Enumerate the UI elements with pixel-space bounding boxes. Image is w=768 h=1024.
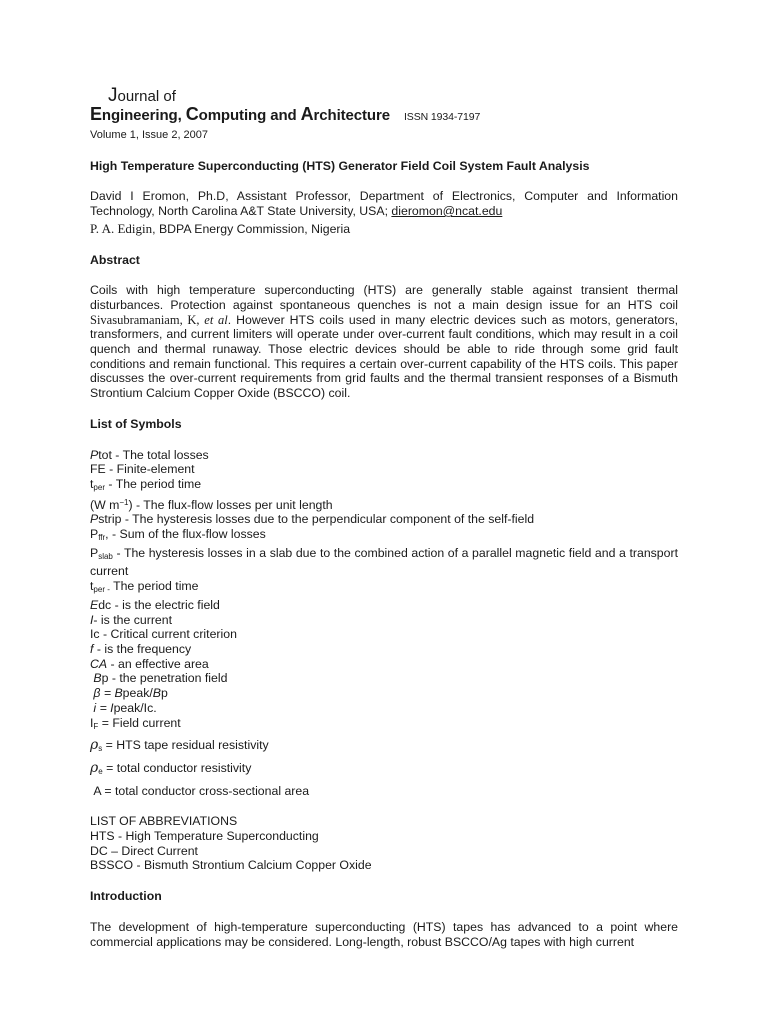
abbreviation-item: BSSCO - Bismuth Strontium Calcium Copper Oxide [90, 858, 372, 873]
abbreviations-heading: LIST OF ABBREVIATIONS [90, 814, 238, 829]
rho-symbol: ρ [90, 759, 99, 776]
symbol-item: $t_{per}$ - The period time [90, 476, 202, 492]
abbreviation-item: HTS - High Temperature Superconducting [90, 829, 319, 844]
symbol-item: Bp - the penetration field [93, 671, 228, 686]
symbols-heading: List of Symbols [90, 416, 182, 431]
symbol-item: Ptot - The total losses [90, 447, 209, 462]
author-2: P. A. Edigin, BDPA Energy Commission, Nigeria [90, 220, 351, 236]
symbol-item: β = Bpeak/Bp [93, 686, 168, 701]
symbol-item: CA - an effective area [90, 656, 209, 671]
abstract-heading: Abstract [90, 252, 140, 267]
author-1: David I Eromon, Ph.D, Assistant Professor, Department of Electronics, Computer and Information Technology, North Carolina A&T State University, USA; dieromon@ncat.edu [90, 189, 678, 219]
symbol-item: FE - Finite-element [90, 462, 195, 477]
introduction-text: The development of high-temperature superconducting (HTS) tapes has advanced to a point where commercial applications may be considered. Long-length, robust BSCCO/Ag tapes with high current [90, 919, 678, 949]
symbol-item: (W $m^{-1}$) - The flux-flow losses per unit length [90, 497, 333, 512]
journal-name-line2: Engineering, Computing and Architecture ISSN 1934-7197 [90, 104, 481, 124]
symbol-item: $P_{ffr}$, - Sum of the flux-flow losses [90, 527, 266, 543]
rho-symbol: ρ [90, 737, 99, 754]
symbol-item: I- is the current [90, 612, 173, 627]
symbol-item: $I_F$ = Field current [90, 715, 181, 731]
paper-title: High Temperature Superconducting (HTS) Generator Field Coil System Fault Analysis [90, 158, 590, 173]
document-page [90, 85, 679, 949]
symbol-item: A = total conductor cross-sectional area [93, 783, 310, 798]
abstract-text: Coils with high temperature superconducting (HTS) are generally stable against transient thermal disturbances. Protection against spontaneous quenches is not a main design issue for an HTS coil Sivasubramaniam, K, et al. However HTS coils used in many electric devices such as motors, generators, transformers, and current limiters will operate under over-current fault conditions, which may result in a coil quench and thermal runaway. Those electric devices should be able to ride through some grid fault conditions and remain functional. This requires a certain over-current capability of the HTS coils. This paper discusses the over-current requirements from grid faults and the thermal transient responses of a Bismuth Strontium Calcium Copper Oxide (BSCCO) coil. [90, 283, 679, 401]
symbol-item: Edc - is the electric field [90, 597, 220, 612]
abbreviation-item: DC – Direct Current [90, 843, 198, 858]
issn: ISSN 1934-7197 [403, 111, 481, 123]
introduction-heading: Introduction [90, 889, 162, 904]
journal-name-line1: Journal of [108, 85, 176, 106]
symbol-item: f - is the frequency [90, 641, 192, 656]
symbols-list [90, 448, 678, 799]
symbol-item: Ic - Critical current criterion [90, 627, 237, 642]
volume-issue: Volume 1, Issue 2, 2007 [90, 129, 209, 141]
symbol-item: i = Ipeak/Ic. [93, 700, 157, 715]
symbol-item: $\rho_e$ = total conductor resistivity [90, 759, 252, 776]
symbol-item: $\rho_s$ = HTS tape residual resistivity [90, 737, 269, 754]
symbol-item: $P_{slab}$ - The hysteresis losses in a slab due to the combined action of a parallel magnetic field and a transport current [90, 545, 678, 579]
symbol-item: $t_{per -}$ The period time [90, 579, 199, 595]
author-email-link[interactable]: dieromon@ncat.edu [391, 204, 503, 219]
symbol-item: Pstrip - The hysteresis losses due to the perpendicular component of the self-field [90, 512, 535, 527]
